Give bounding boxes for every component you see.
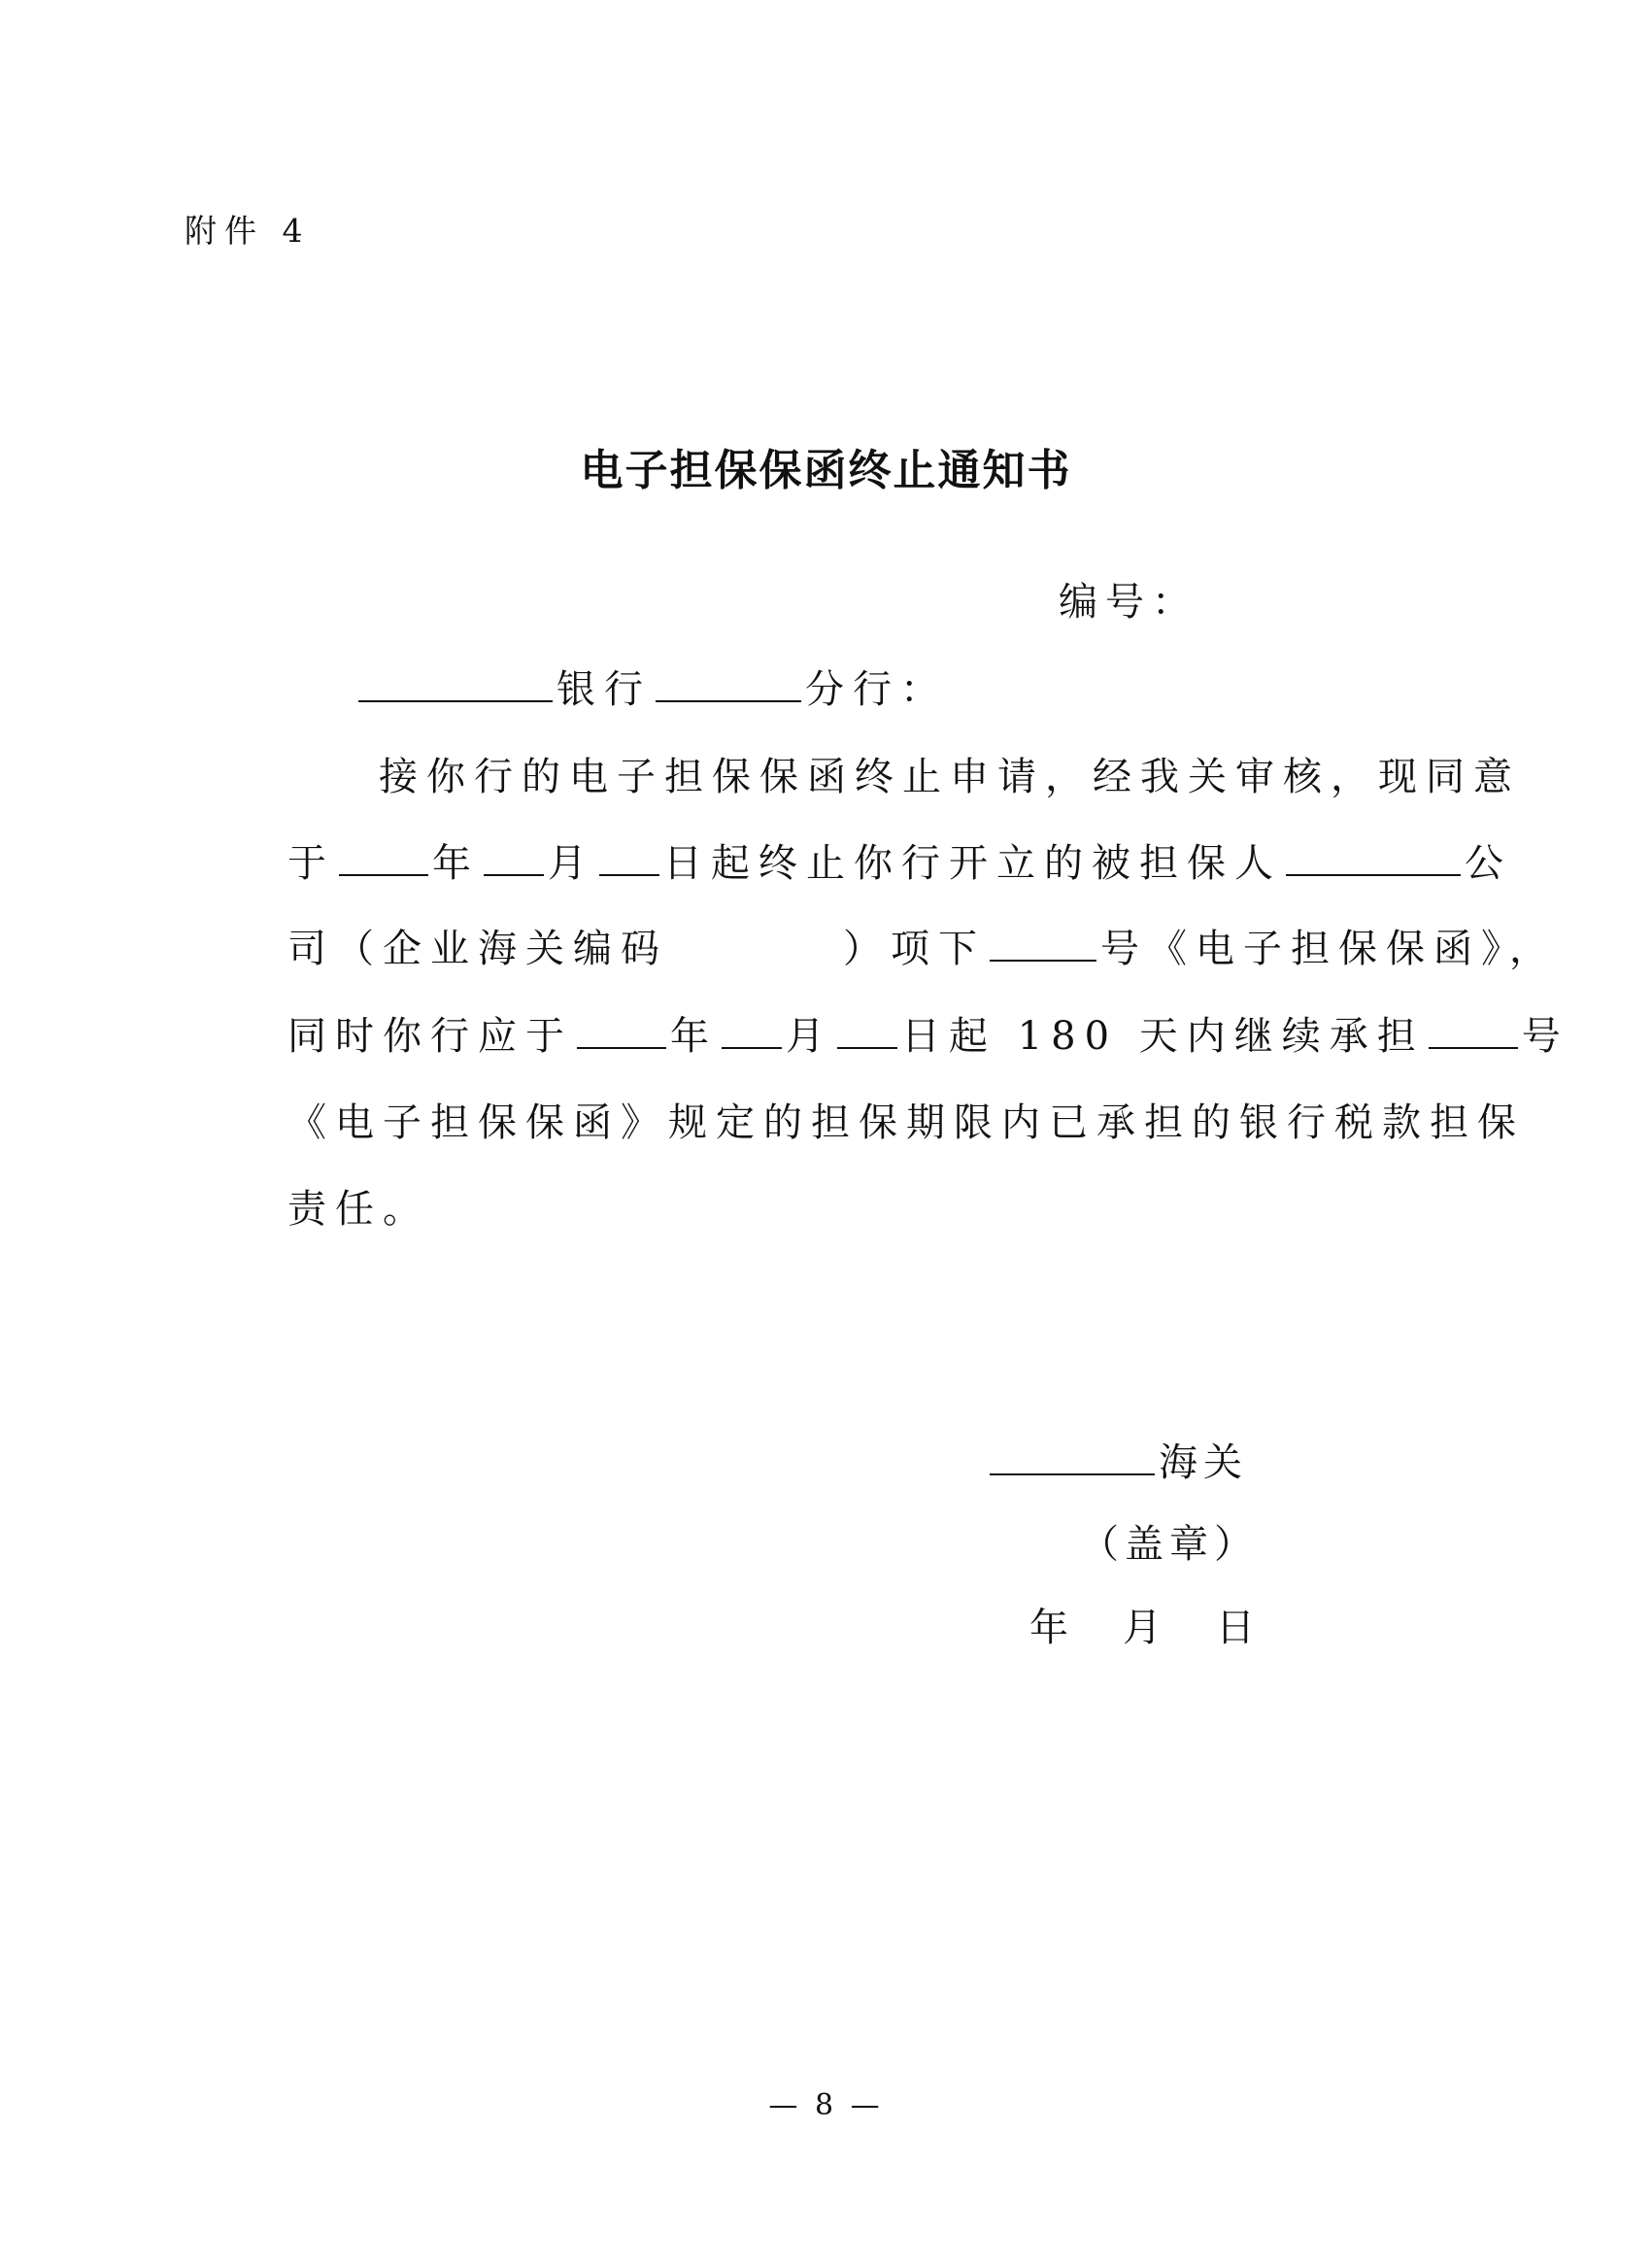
seal-label: （盖章） <box>1080 1522 1259 1567</box>
customs-name-blank <box>990 1438 1155 1475</box>
bank-name-blank <box>358 665 553 702</box>
body-line-5: 《电子担保保函》规定的担保期限内已承担的银行税款担保 <box>287 1100 1525 1145</box>
document-title: 电子担保保函终止通知书 <box>580 446 1072 495</box>
body-line-1: 接你行的电子担保保函终止申请，经我关审核，现同意 <box>379 755 1521 799</box>
continue-day-blank <box>837 1012 897 1049</box>
body-line-3: 司（企业海关编码 ）项下 号《电子担保保函》， <box>287 927 1557 971</box>
body-line-2: 于 年 月 日起终止你行开立的被担保人 公 <box>287 841 1512 886</box>
customs-label: 海关 <box>1159 1440 1248 1485</box>
date-month-label: 月 <box>1123 1606 1162 1650</box>
start-month-blank <box>484 839 544 876</box>
date-day-label: 日 <box>1216 1606 1255 1650</box>
document-number-label: 编号： <box>1059 580 1198 625</box>
guaranteed-party-blank <box>1286 839 1461 876</box>
salutation-bank-label: 银行 <box>556 667 652 712</box>
guarantee-number-blank <box>990 925 1096 962</box>
salutation-branch-label: 分行： <box>805 667 948 712</box>
page-number: — 8 — <box>768 2088 884 2122</box>
body-line-6: 责任。 <box>287 1187 430 1232</box>
start-day-blank <box>599 839 659 876</box>
salutation-line <box>354 659 948 714</box>
customs-signature-line <box>986 1432 1248 1487</box>
branch-name-blank <box>656 665 801 702</box>
continue-guarantee-number-blank <box>1429 1012 1518 1049</box>
continue-year-blank <box>577 1012 666 1049</box>
continue-month-blank <box>722 1012 782 1049</box>
start-year-blank <box>339 839 428 876</box>
body-line-4: 同时你行应于 年 月 日起 180 天内继续承担 号 <box>287 1014 1569 1059</box>
date-year-label: 年 <box>1029 1606 1068 1650</box>
signature-date <box>1029 1597 1255 1652</box>
attachment-label: 附件 4 <box>185 212 311 250</box>
